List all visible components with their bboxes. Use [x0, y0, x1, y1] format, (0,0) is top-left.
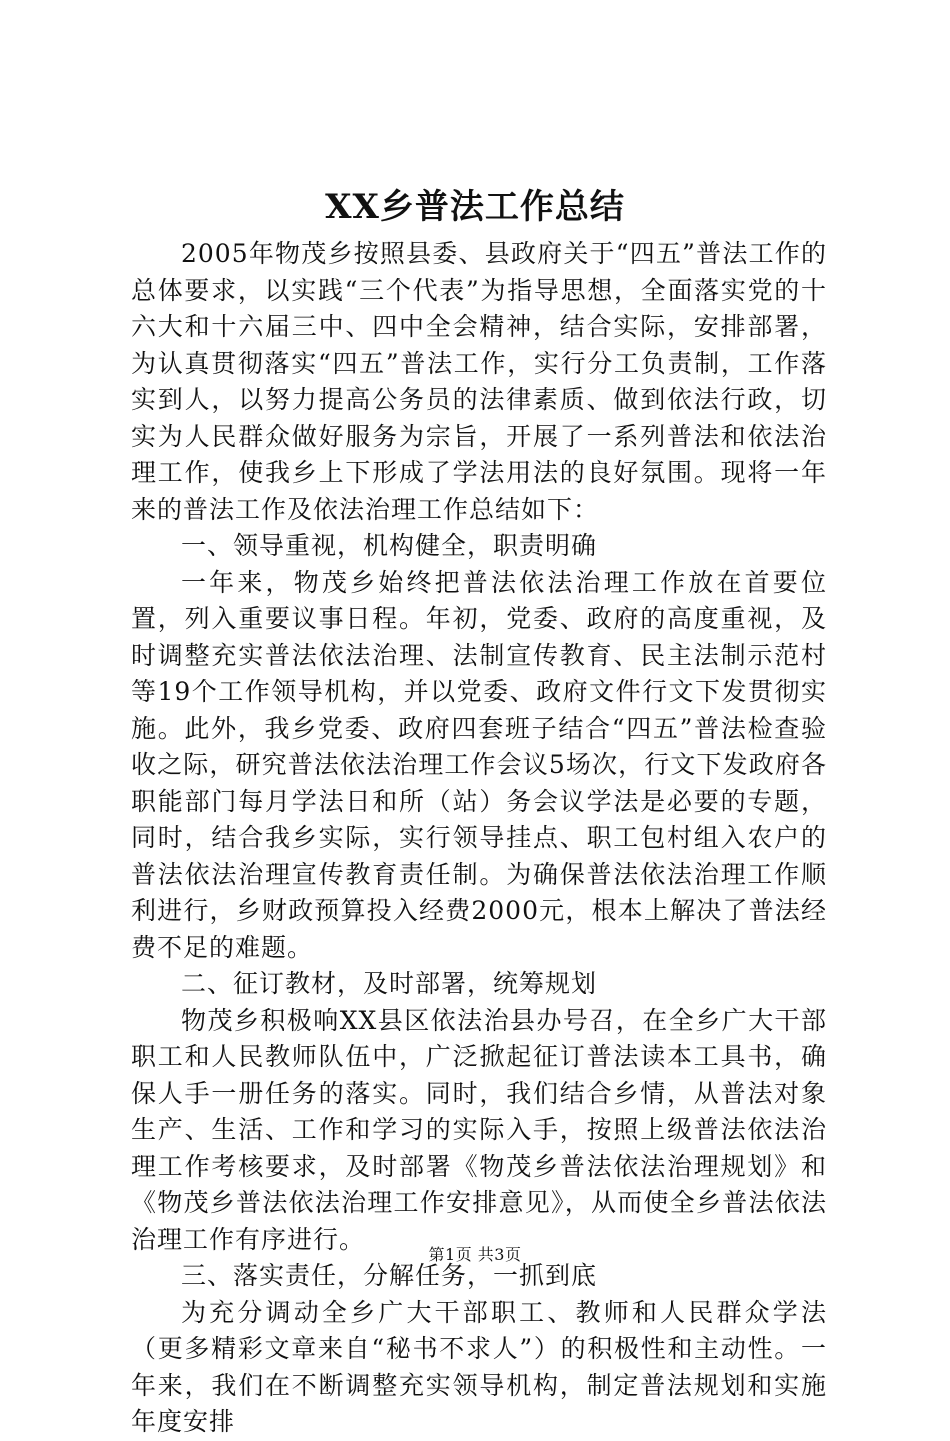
section-paragraph-1: 一年来，物茂乡始终把普法依法治理工作放在首要位置，列入重要议事日程。年初，党委、政府的高度重视，及时调整充实普法依法治理、法制宣传教育、民主法制示范村等19个工作领导机构，并以党委、政府文件行文下发贯彻实施。此外，我乡党委、政府四套班子结合“四五”普法检查验收之际，研究普法依法治理工作会议5场次，行文下发政府各职能部门每月学法日和所（站）务会议学法是必要的专题，同时，结合我乡实际，实行领导挂点、职工包村组入农户的普法依法治理宣传教育责任制。为确保普法依法治理工作顺利进行，乡财政预算投入经费2000元，根本上解决了普法经费不足的难题。	[131, 567, 827, 962]
section-paragraph-3: 为充分调动全乡广大干部职工、教师和人民群众学法（更多精彩文章来自“秘书不求人”）的积极性和主动性。一年来，我们在不断调整充实领导机构，制定普法规划和实施年度安排	[131, 1297, 827, 1436]
page-footer: 第1页 共3页	[428, 1245, 522, 1264]
document-title: XX乡普法工作总结	[325, 187, 625, 227]
section-paragraph-2: 物茂乡积极响XX县区依法治县办号召，在全乡广大干部职工和人民教师队伍中，广泛掀起征订普法读本工具书，确保人手一册任务的落实。同时，我们结合乡情，从普法对象生产、生活、工作和学习的实际入手，按照上级普法依法治理工作考核要求，及时部署《物茂乡普法依法治理规划》和《物茂乡普法依法治理工作安排意见》，从而使全乡普法依法治理工作有序进行。	[131, 1005, 827, 1254]
section-heading-1: 一、领导重视，机构健全，职责明确	[181, 531, 598, 560]
section-heading-2: 二、征订教材，及时部署，统筹规划	[181, 969, 598, 998]
intro-paragraph: 2005年物茂乡按照县委、县政府关于“四五”普法工作的总体要求，以实践“三个代表”为指导思想，全面落实党的十六大和十六届三中、四中全会精神，结合实际，安排部署，为认真贯彻落实“四五”普法工作，实行分工负责制，工作落实到人，以努力提高公务员的法律素质、做到依法行政，切实为人民群众做好服务为宗旨，开展了一系列普法和依法治理工作，使我乡上下形成了学法用法的良好氛围。现将一年来的普法工作及依法治理工作总结如下：	[131, 239, 827, 524]
section-heading-3: 三、落实责任，分解任务，一抓到底	[181, 1261, 598, 1290]
